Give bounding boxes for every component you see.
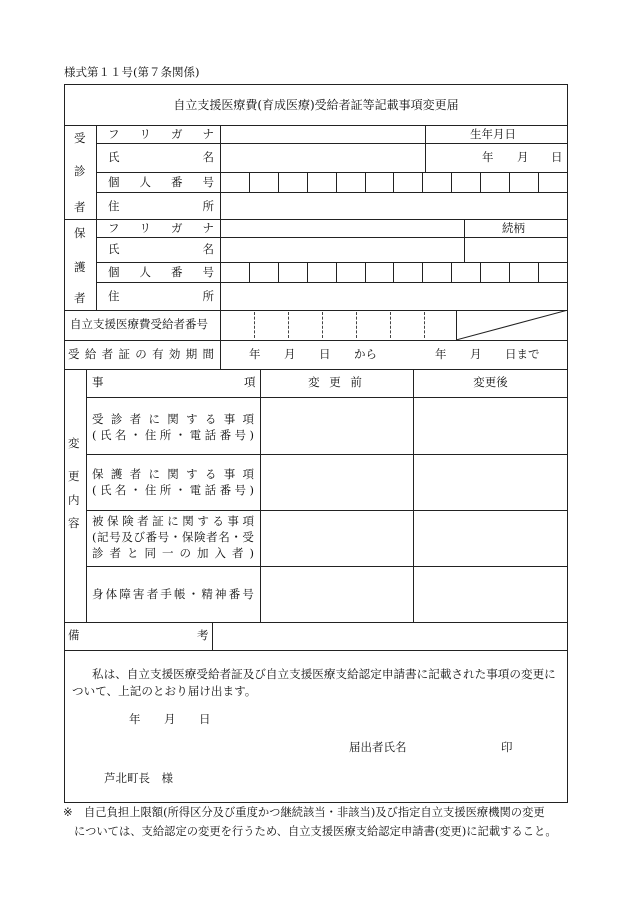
declaration-day-unit: 日 (199, 712, 211, 726)
rule (64, 219, 568, 220)
rule (96, 282, 568, 283)
digit-box-divider (307, 262, 308, 282)
patient-section-char: 受 (74, 131, 86, 145)
guardian-name-label: 氏 名 (108, 242, 214, 256)
digit-box-divider (509, 172, 510, 192)
digit-box-divider (249, 172, 250, 192)
rule (220, 125, 221, 369)
changes-section-char: 容 (68, 516, 80, 530)
rule (86, 454, 568, 455)
validity-end-month: 月 (470, 347, 482, 361)
guardian-furigana-label: フ リ ガ ナ (108, 221, 214, 235)
change-row-guardian-line1: 保 護 者 に 関 す る 事 項 (92, 467, 254, 481)
seal-mark: 印 (501, 740, 513, 754)
form-number: 様式第１１号(第７条関係) (64, 65, 200, 79)
digit-box-divider (538, 172, 539, 192)
digit-box-divider (509, 262, 510, 282)
rule (96, 143, 568, 144)
patient-id-label: 個 人 番 号 (108, 175, 214, 189)
rule (86, 510, 568, 511)
digit-box-divider (451, 172, 452, 192)
validity-label: 受 給 者 証 の 有 効 期 間 (68, 347, 214, 361)
digit-box-divider (278, 262, 279, 282)
digit-box-divider (567, 262, 568, 282)
form-title: 自立支援医療費(育成医療)受給者証等記載事項変更届 (173, 98, 459, 112)
declaration-text-line1: 私は、自立支援医療受給者証及び自立支援医療支給認定申請書に記載された事項の変更に (92, 667, 556, 681)
guardian-id-label: 個 人 番 号 (108, 265, 214, 279)
digit-box-divider (480, 262, 481, 282)
birth-year-unit: 年 (482, 150, 494, 164)
rule (413, 369, 414, 622)
rule (260, 369, 261, 622)
digit-box-divider (365, 172, 366, 192)
patient-furigana-label: フ リ ガ ナ (108, 127, 214, 141)
validity-end-year: 年 (435, 347, 447, 361)
birth-date-label: 生年月日 (470, 127, 516, 141)
change-row-guardian-line2: ( 氏 名 ・ 住 所 ・ 電 話 番 号 ) (92, 483, 254, 497)
rule (464, 219, 465, 262)
validity-start-year: 年 (249, 347, 261, 361)
dashed-separator (390, 312, 391, 338)
guardian-section-char: 護 (74, 260, 86, 274)
patient-section-char: 診 (74, 164, 86, 178)
digit-box-divider (451, 262, 452, 282)
dashed-separator (288, 312, 289, 338)
rule (96, 172, 568, 173)
digit-box-divider (249, 262, 250, 282)
patient-name-label: 氏 名 (108, 150, 214, 164)
dashed-separator (424, 312, 425, 338)
rule (96, 262, 568, 263)
change-row-handbook-line1: 身 体 障 害 者 手 帳 ・ 精 神 番 号 (92, 587, 254, 601)
changes-section-char: 更 (68, 469, 80, 483)
validity-from: から (354, 347, 377, 361)
digit-box-divider (336, 262, 337, 282)
dashed-separator (356, 312, 357, 338)
rule (64, 622, 568, 623)
changes-section-char: 変 (68, 436, 80, 450)
change-row-insurance-line3: 診 者 と 同 一 の 加 入 者 ) (92, 546, 254, 560)
change-row-patient-line2: ( 氏 名 ・ 住 所 ・ 電 話 番 号 ) (92, 428, 254, 442)
digit-box-divider (307, 172, 308, 192)
birth-day-unit: 日 (551, 150, 563, 164)
note-mark: ※ (63, 805, 73, 819)
rule (64, 125, 568, 126)
digit-box-divider (422, 172, 423, 192)
rule (212, 622, 213, 650)
digit-box-divider (538, 262, 539, 282)
addressee: 芦北町長 様 (104, 771, 173, 785)
applicant-name-label: 届出者氏名 (349, 740, 407, 754)
digit-box-divider (278, 172, 279, 192)
declaration-year-unit: 年 (129, 712, 141, 726)
digit-box-divider (336, 172, 337, 192)
item-header-char: 項 (244, 375, 256, 389)
rule (86, 369, 87, 622)
change-row-insurance-line2: ( 記 号 及 び 番 号 ・ 保 険 者 名 ・ 受 (92, 530, 254, 544)
validity-start-day: 日 (319, 347, 331, 361)
rule (96, 125, 97, 310)
item-header-char: 事 (92, 375, 104, 389)
guardian-section-char: 者 (74, 291, 86, 305)
digit-box-divider (480, 172, 481, 192)
changes-section-char: 内 (68, 493, 80, 507)
declaration-month-unit: 月 (164, 712, 176, 726)
dashed-separator (322, 312, 323, 338)
before-header: 変 更 前 (308, 375, 365, 389)
digit-box-divider (365, 262, 366, 282)
rule (96, 237, 568, 238)
digit-box-divider (393, 262, 394, 282)
rule (86, 566, 568, 567)
rule (64, 340, 568, 341)
guardian-section-char: 保 (74, 226, 86, 240)
relationship-label: 続柄 (502, 221, 525, 235)
after-header: 変更後 (473, 375, 508, 389)
birth-month-unit: 月 (517, 150, 529, 164)
dashed-separator (254, 312, 255, 338)
diagonal-slash (456, 310, 568, 340)
change-row-patient-line1: 受 診 者 に 関 す る 事 項 (92, 412, 254, 426)
patient-address-label: 住 所 (108, 199, 214, 213)
remarks-label-char: 考 (197, 628, 209, 642)
digit-box-divider (422, 262, 423, 282)
rule (425, 125, 426, 172)
patient-section-char: 者 (74, 200, 86, 214)
rule (86, 397, 568, 398)
rule (96, 192, 568, 193)
validity-start-month: 月 (284, 347, 296, 361)
recipient-number-label: 自立支援医療費受給者番号 (70, 317, 208, 331)
change-row-insurance-line1: 被 保 険 者 証 に 関 す る 事 項 (92, 514, 254, 528)
remarks-label-char: 備 (68, 628, 80, 642)
note-line2: については、支給認定の変更を行うため、自立支援医療支給認定申請書(変更)に記載すること。 (74, 825, 557, 838)
digit-box-divider (567, 172, 568, 192)
declaration-text-line2: ついて、上記のとおり届け出ます。 (72, 684, 257, 698)
rule (64, 369, 568, 370)
validity-end-day: 日まで (505, 347, 540, 361)
note-line1: 自己負担上限額(所得区分及び重度かつ継続該当・非該当)及び指定自立支援医療機関の変更 (84, 806, 545, 819)
rule (64, 650, 568, 651)
digit-box-divider (393, 172, 394, 192)
guardian-address-label: 住 所 (108, 289, 214, 303)
